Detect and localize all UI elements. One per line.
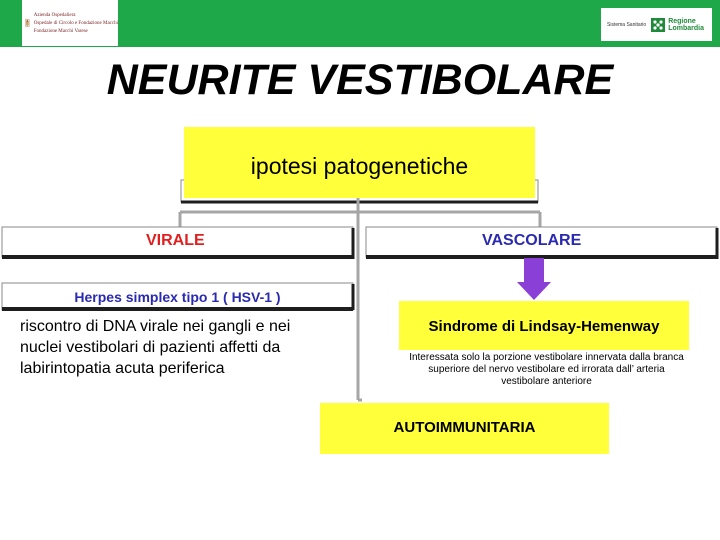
arrow-down-icon — [517, 258, 551, 300]
hospital-logo-line-2: Ospedale di Circolo e Fondazione Macchi — [33, 20, 118, 26]
region-logo-caption: Sistema Sanitario — [607, 21, 647, 28]
vascular-syndrome-label: Sindrome di Lindsay-Hemenway — [428, 318, 660, 335]
vascular-detail-text: Interessata solo la porzione vestibolare innervata dalla branca superiore del nervo vestibolare ed irrorata dall’ arteria vestibolare anteriore — [409, 352, 684, 387]
branch-right-label: VASCOLARE — [482, 232, 582, 249]
branch-left-label: VIRALE — [146, 232, 205, 249]
viral-finding-text: riscontro di DNA virale nei gangli e nei nuclei vestibolari di pazienti affetti da labirintopatia acuta periferica — [20, 318, 291, 377]
autoimmune-label: AUTOIMMUNITARIA — [393, 419, 536, 436]
herpes-label: Herpes simplex tipo 1 ( HSV-1 ) — [74, 289, 281, 305]
root-label: ipotesi patogenetiche — [250, 153, 469, 179]
hospital-logo-line-3: Fondazione Macchi Varese — [33, 28, 88, 34]
page-title: NEURITE VESTIBOLARE — [106, 56, 614, 104]
hospital-logo-line-1: Azienda Ospedaliera — [33, 12, 76, 18]
region-logo-text-2: Lombardia — [668, 24, 704, 32]
region-logo-text-1: Regione — [668, 17, 696, 25]
